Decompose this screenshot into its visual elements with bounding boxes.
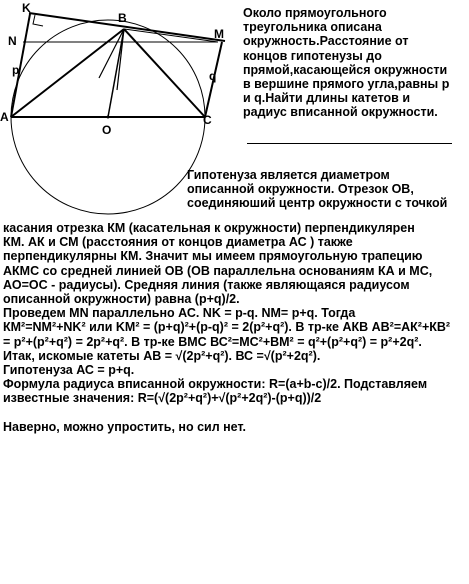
problem-line: в вершине прямого угла,равны р xyxy=(243,77,450,92)
point-o xyxy=(107,116,110,119)
problem-line: концов гипотенузы до xyxy=(243,48,382,63)
solution-line: описанной окружности) равна (р+q)/2. xyxy=(3,292,240,307)
solution-line: Формула радиуса вписанной окружности: R=(a+b-c)/2. Подставляем xyxy=(3,377,428,392)
solution-line: КМ. АК и СМ (расстояния от концов диаметра АС ) также xyxy=(3,235,353,250)
label-o: O xyxy=(102,123,112,137)
label-p: p xyxy=(12,63,20,77)
label-b: B xyxy=(118,11,127,25)
solution-line: АО=ОС - радиусы). Средняя линия (также являющаяся радиусом xyxy=(3,277,410,292)
problem-line: треугольника описана xyxy=(243,20,382,35)
label-a: A xyxy=(0,110,9,124)
problem-line: и q.Найти длины катетов и xyxy=(243,91,411,106)
solution-line: = p²+(p²+q²) = 2p²+q². В тр-ке ВМС ВС²=МС²+ВМ² = q²+(p²+q²) = p²+2q². xyxy=(3,334,422,349)
solution-line: известные значения: R=(√(2p²+q²)+√(p²+2q²)-(p+q))/2 xyxy=(3,391,322,406)
label-c: C xyxy=(203,113,212,127)
problem-line: окружность.Расстояние от xyxy=(243,34,409,49)
solution-line: Гипотенуза АС = р+q. xyxy=(3,363,135,378)
solution-line: перпендикулярны КМ. Значит мы имеем прямоугольную трапецию xyxy=(3,249,423,264)
problem-statement xyxy=(243,6,449,120)
tangent-line-km xyxy=(29,13,225,41)
note-line: Гипотенуза является диаметром xyxy=(187,168,390,182)
hypotenuse-note xyxy=(187,168,447,211)
right-angle-mark-k xyxy=(33,15,43,26)
solution-line: касания отрезка КМ (касательная к окружности) перпендикулярен xyxy=(3,221,415,235)
solution-line: Наверно, можно упростить, но сил нет. xyxy=(3,419,246,434)
problem-line: Около прямоугольного xyxy=(243,6,387,20)
label-k: K xyxy=(22,1,31,15)
solution-line xyxy=(3,406,6,420)
solution-line: Проведем MN параллельно АС. NK = p-q. NM= p+q. Тогда xyxy=(3,306,356,321)
solution-line: Итак, искомые катеты АВ = √(2p²+q²). ВС =√(p²+2q²). xyxy=(3,348,321,363)
segment-mb xyxy=(124,29,218,42)
label-n: N xyxy=(8,34,17,48)
note-line: соединяюший центр окружности с точкой xyxy=(187,196,448,211)
note-line: описанной окружности. Отрезок ОВ, xyxy=(187,182,414,197)
problem-line: радиус вписанной окружности. xyxy=(243,105,438,120)
separator-line xyxy=(247,143,452,144)
problem-line: прямой,касающейся окружности xyxy=(243,62,448,77)
solution-text xyxy=(3,221,450,434)
solution-line: АКМС со средней линией ОВ (ОВ параллельна основаниям КА и МС, xyxy=(3,263,433,278)
solution-line: КМ²=NM²+NK² или KM² = (p+q)²+(p-q)² = 2(p²+q²). В тр-ке АКВ АВ²=АК²+КВ² xyxy=(3,320,451,335)
label-q: q xyxy=(209,69,217,83)
label-m: M xyxy=(214,27,224,41)
